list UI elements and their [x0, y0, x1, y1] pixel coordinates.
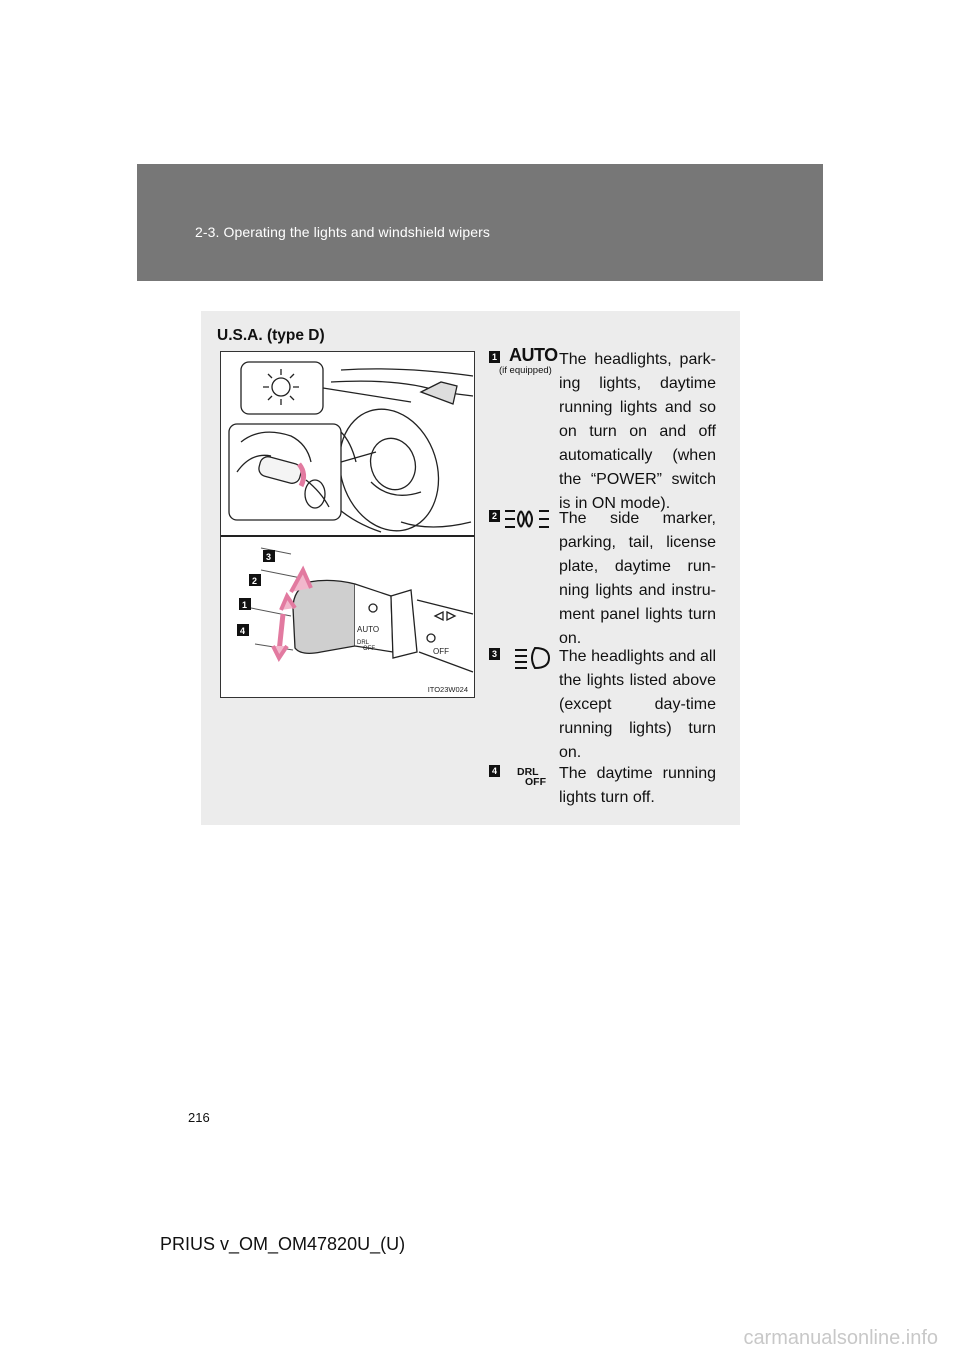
list-item-headlights [489, 645, 729, 765]
headlight-icon [503, 645, 563, 689]
illustration-code: ITO23W024 [427, 685, 468, 694]
header-band [137, 164, 823, 281]
item-number-badge: 4 [489, 765, 500, 777]
footer-doc-id: PRIUS v_OM_OM47820U_(U) [160, 1234, 406, 1254]
switch-label-off2: OFF [433, 647, 449, 656]
watermark: carmanualsonline.info [743, 1327, 938, 1349]
switch-label-off: OFF [363, 646, 375, 652]
list-item-parking-lights [489, 507, 729, 647]
item-description: The headlights and all the lights listed above (except day-time running lights) turn on. [559, 648, 716, 761]
switch-label-auto: AUTO [357, 625, 380, 634]
auto-symbol [499, 345, 563, 392]
item-description: The daytime running lights turn off. [559, 765, 716, 806]
drl-text: DRL [517, 766, 539, 778]
callout-4: 4 [240, 626, 246, 636]
list-item-drl-off [489, 762, 729, 822]
list-item-auto [489, 345, 729, 512]
callout-2: 2 [252, 576, 258, 586]
item-description: The headlights, park-ing lights, daytime running lights and so on turn on and off automatically (when the “POWER” switch is in ON mode). [559, 351, 716, 512]
auto-symbol-text: AUTO [509, 345, 558, 365]
item-number-badge: 3 [489, 648, 500, 660]
callout-3: 3 [266, 552, 272, 562]
drl-off-symbol [517, 767, 546, 787]
parking-lights-icon [503, 507, 563, 551]
illustration-drawing [221, 352, 474, 697]
item-description: The side marker, parking, tail, license plate, daytime run-ning lights and instru-ment panel lights turn on. [559, 510, 716, 647]
item-number-badge: 2 [489, 510, 500, 522]
item-number-badge: 1 [489, 351, 500, 363]
callout-1: 1 [242, 600, 248, 610]
page-number: 216 [188, 1110, 210, 1125]
if-equipped-note: (if equipped) [499, 365, 552, 376]
drl-off-text: OFF [525, 776, 546, 788]
lights-panel [201, 311, 740, 825]
switch-label-drl: DRL [357, 640, 370, 646]
section-title: U.S.A. (type D) [217, 327, 325, 344]
section-header: 2-3. Operating the lights and windshield wipers [195, 224, 490, 240]
light-switch-illustration [220, 351, 475, 698]
